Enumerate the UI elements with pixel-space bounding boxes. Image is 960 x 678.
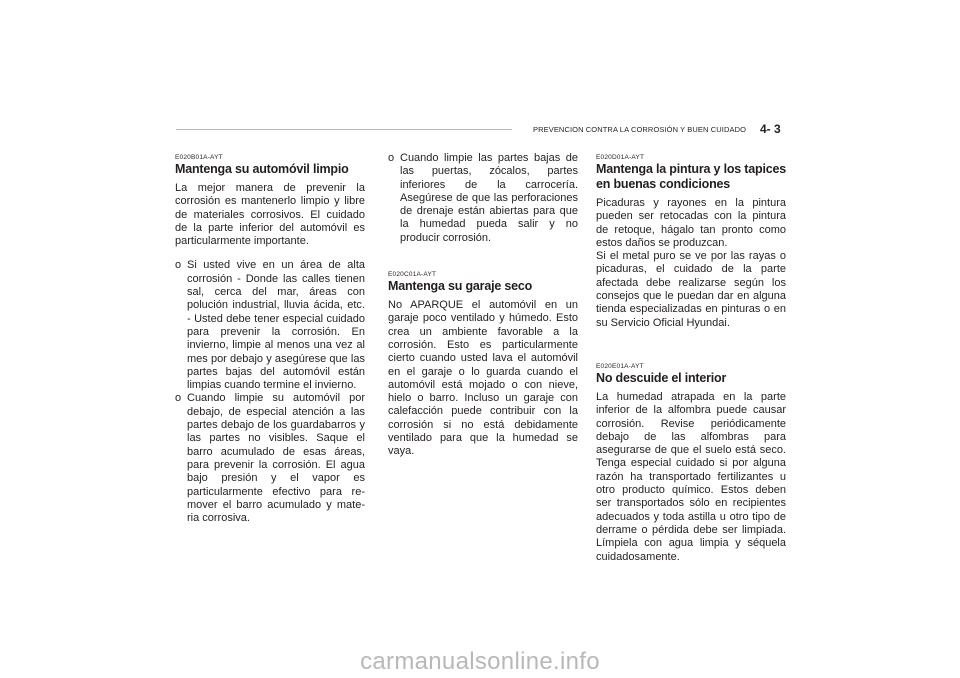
bullet-mark: o (175, 392, 182, 405)
section-title: Mantenga la pintura y los tapices en buenas condiciones (596, 162, 786, 191)
column-left (175, 154, 365, 525)
section-paragraph: No APARQUE el automóvil en un garaje poco ventilado y húmedo. Esto crea un ambiente favorable a la corrosión. Esto es particularmente cierto cuando usted lava el automóvil en el garaje o lo guarda cuando el automóvil está mojado o con nieve, hielo o barro. Incluso un garaje con calefacción puede contribuir con la corrosión si no está debidamente ventilado para que la humedad se vaya. (388, 299, 578, 458)
section-paragraph: Picaduras y rayones en la pintura pueden ser retocadas con la pintura de retoque, hágalo tan pronto como estos daños se produzcan. Si el metal puro se ve por las rayas o picaduras, el cuidado de la parte afectada debe realizarse según los consejos que le puedan dar en alguna tienda especializadas en pinturas o en su Servicio Oficial Hyundai. (596, 197, 786, 329)
bullet-text: Cuando limpie las partes bajas de las puertas, zócalos, partes inferiores de la carrocería. Asegúrese de que las perforaciones de drenaje están abiertas para que la humedad pueda salir y no producir corrosión. (400, 152, 578, 244)
section-interior (596, 363, 786, 564)
bullet-text: Cuando limpie su automóvil por debajo, de especial atención a las partes debajo de los guardabarros y las partes no visibles. Saque el barro acumulado de esas áreas, para prevenir la corrosión. El agua bajo presión y el vapor es particularmente efectivo para re-mover el barro acumulado y mate-ria corrosiva. (187, 392, 365, 525)
section-keep-garage-dry (388, 271, 578, 459)
section-paint-upholstery (596, 154, 786, 330)
section-paragraph: La humedad atrapada en la parte inferior de la alfombra puede causar corrosión. Revise periódicamente debajo de las alfombras para asegurarse de que el suelo está seco. Tenga especial cuidado si por alguna razón ha transportado fertilizantes u otro producto químico. Estos deben ser transportados sólo en recipientes adecuados y toda astilla u otro tipo de derrame o pérdida debe ser limpiada. Límpiela con agua limpia y séquela cuidadosamente. (596, 390, 786, 563)
bullet-mark: o (175, 259, 182, 272)
running-header-title: PREVENCION CONTRA LA CORROSIÓN Y BUEN CUIDADO (533, 125, 747, 134)
section-paragraph: La mejor manera de prevenir la corrosión es mantenerlo limpio y libre de materiales corrosivos. El cuidado de la parte inferior del automóvil es particularmente importante. (175, 182, 365, 248)
watermark-text: carmanualsonline.info (360, 648, 600, 675)
list-item (388, 152, 578, 245)
section-code: E020C01A-AYT (388, 271, 437, 279)
bullet-list (175, 259, 365, 525)
section-code: E020B01A-AYT (175, 154, 223, 161)
bullet-text: Si usted vive en un área de alta corrosión - Donde las calles tienen sal, cerca del mar, áreas con polución industrial, lluvia ácida, etc. - Usted debe tener especial cuidado para prevenir la corrosión. En invierno, limpie al menos una vez al mes por debajo y asegúrese que las partes bajas del automóvil están limpias cuando termine el invierno. (187, 259, 365, 392)
header-rule (176, 129, 512, 130)
column-right (596, 154, 786, 575)
section-keep-car-clean (175, 154, 365, 525)
section-code: E020D01A-AYT (596, 154, 645, 161)
page-number: 4- 3 (760, 122, 781, 136)
list-item (175, 392, 365, 525)
section-code: E020E01A-AYT (596, 362, 644, 370)
section-title: Mantenga su automóvil limpio (175, 162, 349, 176)
section-title: Mantenga su garaje seco (388, 279, 533, 294)
section-title: No descuide el interior (596, 370, 727, 385)
bullet-list-continued (388, 152, 578, 245)
list-item (175, 259, 365, 392)
bullet-mark: o (388, 152, 395, 164)
column-middle (388, 152, 578, 470)
